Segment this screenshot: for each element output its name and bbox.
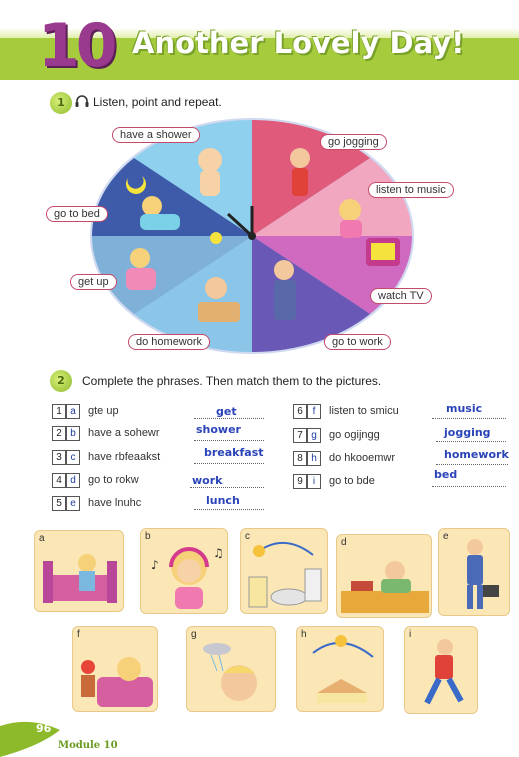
scrambled-phrase: have rbfeaakst xyxy=(88,451,161,463)
scrambled-phrase: listen to smicu xyxy=(329,405,399,417)
picture-label: e xyxy=(443,531,449,542)
item-number: 8 xyxy=(293,451,307,466)
item-number: 3 xyxy=(52,450,66,465)
picture-c xyxy=(240,528,328,614)
answer-line xyxy=(194,509,264,510)
answer-text: jogging xyxy=(444,426,491,439)
scrambled-phrase: go ogijngg xyxy=(329,429,380,441)
item-letter: a xyxy=(66,404,80,419)
item-letter: b xyxy=(66,426,80,441)
item-letter: c xyxy=(66,450,80,465)
headphones-icon xyxy=(74,93,90,109)
svg-text:♪: ♪ xyxy=(151,558,159,572)
answer-line xyxy=(190,487,264,488)
picture-label: c xyxy=(245,531,250,542)
picture-label: a xyxy=(39,533,45,544)
answer-text: work xyxy=(192,474,223,487)
daily-routine-wheel xyxy=(40,118,446,363)
picture-label: b xyxy=(145,531,151,542)
item-letter: g xyxy=(307,428,321,443)
answer-line xyxy=(194,418,264,419)
item-number: 7 xyxy=(293,428,307,443)
answer-text: get xyxy=(216,405,237,418)
picture-b xyxy=(140,528,228,614)
exercise-1-badge: 1 xyxy=(50,92,72,114)
module-label: Module 10 xyxy=(58,740,118,751)
picture-label: i xyxy=(409,629,412,640)
picture-label: d xyxy=(341,537,347,548)
item-number: 1 xyxy=(52,404,66,419)
item-number: 5 xyxy=(52,496,66,511)
answer-text: shower xyxy=(196,423,241,436)
answer-text: homework xyxy=(444,448,509,461)
answer-text: lunch xyxy=(206,494,240,507)
picture-label: h xyxy=(301,629,307,640)
answer-text: bed xyxy=(434,468,458,481)
item-number: 9 xyxy=(293,474,307,489)
wheel-label-have-a-shower: have a shower xyxy=(112,127,200,143)
page-number: 96 xyxy=(36,722,52,735)
picture-i xyxy=(404,626,478,714)
scrambled-phrase: have lnuhc xyxy=(88,497,142,509)
answer-line xyxy=(432,418,506,419)
wheel-label-listen-to-music: listen to music xyxy=(368,182,454,198)
wheel-label-go-jogging: go jogging xyxy=(320,134,387,150)
item-letter: i xyxy=(307,474,321,489)
item-letter: d xyxy=(66,473,80,488)
wheel-label-go-to-bed: go to bed xyxy=(46,206,108,222)
answer-text: breakfast xyxy=(204,446,264,459)
exercise-1-instruction: Listen, point and repeat. xyxy=(93,95,222,109)
answer-line xyxy=(432,486,506,487)
exercise-2-badge: 2 xyxy=(50,370,72,392)
svg-text:♫: ♫ xyxy=(213,546,224,560)
item-letter: e xyxy=(66,496,80,511)
scrambled-phrase: gte up xyxy=(88,405,119,417)
scrambled-phrase: go to bde xyxy=(329,475,375,487)
picture-g xyxy=(186,626,276,712)
scrambled-phrase: go to rokw xyxy=(88,474,139,486)
answer-line xyxy=(194,440,264,441)
scrambled-phrase: have a sohewr xyxy=(88,427,160,439)
answer-line xyxy=(194,463,264,464)
wheel-label-do-homework: do homework xyxy=(128,334,210,350)
wheel-label-watch-tv: watch TV xyxy=(370,288,432,304)
wheel-label-get-up: get up xyxy=(70,274,117,290)
picture-d xyxy=(336,534,432,618)
picture-e xyxy=(438,528,510,616)
item-number: 2 xyxy=(52,426,66,441)
answer-line xyxy=(436,441,506,442)
picture-h xyxy=(296,626,384,712)
item-number: 6 xyxy=(293,404,307,419)
answer-line xyxy=(436,464,508,465)
item-number: 4 xyxy=(52,473,66,488)
wheel-label-go-to-work: go to work xyxy=(324,334,391,350)
unit-number: 10 xyxy=(38,11,114,81)
picture-label: g xyxy=(191,629,197,640)
answer-text: music xyxy=(446,402,483,415)
item-letter: f xyxy=(307,404,321,419)
item-letter: h xyxy=(307,451,321,466)
picture-a xyxy=(34,530,124,612)
exercise-2-instruction: Complete the phrases. Then match them to the pictures. xyxy=(82,374,382,388)
scrambled-phrase: do hkooemwr xyxy=(329,452,396,464)
page-title: Another Lovely Day! xyxy=(132,26,465,60)
picture-f xyxy=(72,626,158,712)
picture-label: f xyxy=(77,629,80,640)
